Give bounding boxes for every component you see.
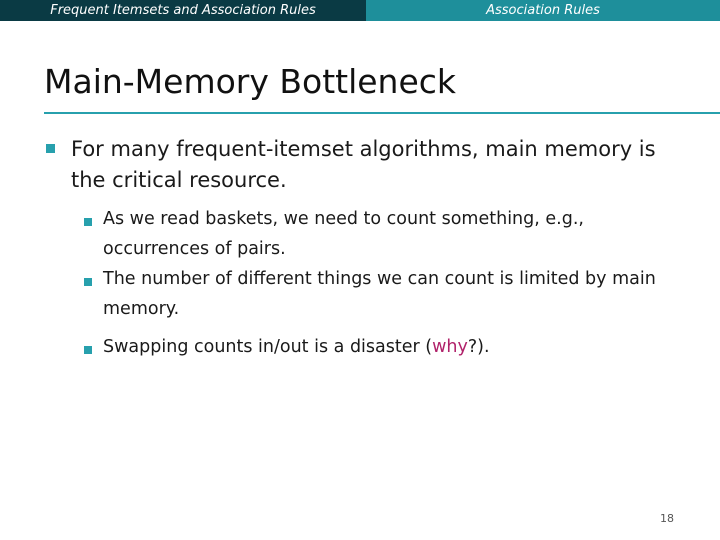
square-bullet-icon (46, 144, 55, 153)
header-section-right: Association Rules (366, 0, 720, 21)
why-highlight: why (432, 337, 468, 357)
slide-title: Main-Memory Bottleneck (44, 62, 457, 101)
square-bullet-icon (84, 218, 92, 226)
title-divider (44, 112, 720, 114)
sub-bullet-1 (84, 211, 684, 264)
swap-text-after: ?). (467, 337, 490, 357)
sub-bullet-3 (84, 339, 684, 362)
bullet-main-text: For many frequent-itemset algorithms, main memory is the critical resource. (71, 137, 656, 192)
sub-bullet-3-text (103, 332, 681, 362)
sub-bullet-2-text: The number of different things we can count is limited by main memory. (103, 269, 656, 319)
square-bullet-icon (84, 346, 92, 354)
header-section-left: Frequent Itemsets and Association Rules (0, 0, 366, 21)
sub-bullet-1-text: As we read baskets, we need to count something, e.g., occurrences of pairs. (103, 209, 584, 259)
bullet-main (46, 136, 686, 196)
sub-bullet-2 (84, 271, 684, 324)
swap-text-before: Swapping counts in/out is a disaster ( (103, 337, 433, 357)
header-bar (0, 0, 720, 21)
square-bullet-icon (84, 278, 92, 286)
page-number: 18 (660, 512, 674, 525)
